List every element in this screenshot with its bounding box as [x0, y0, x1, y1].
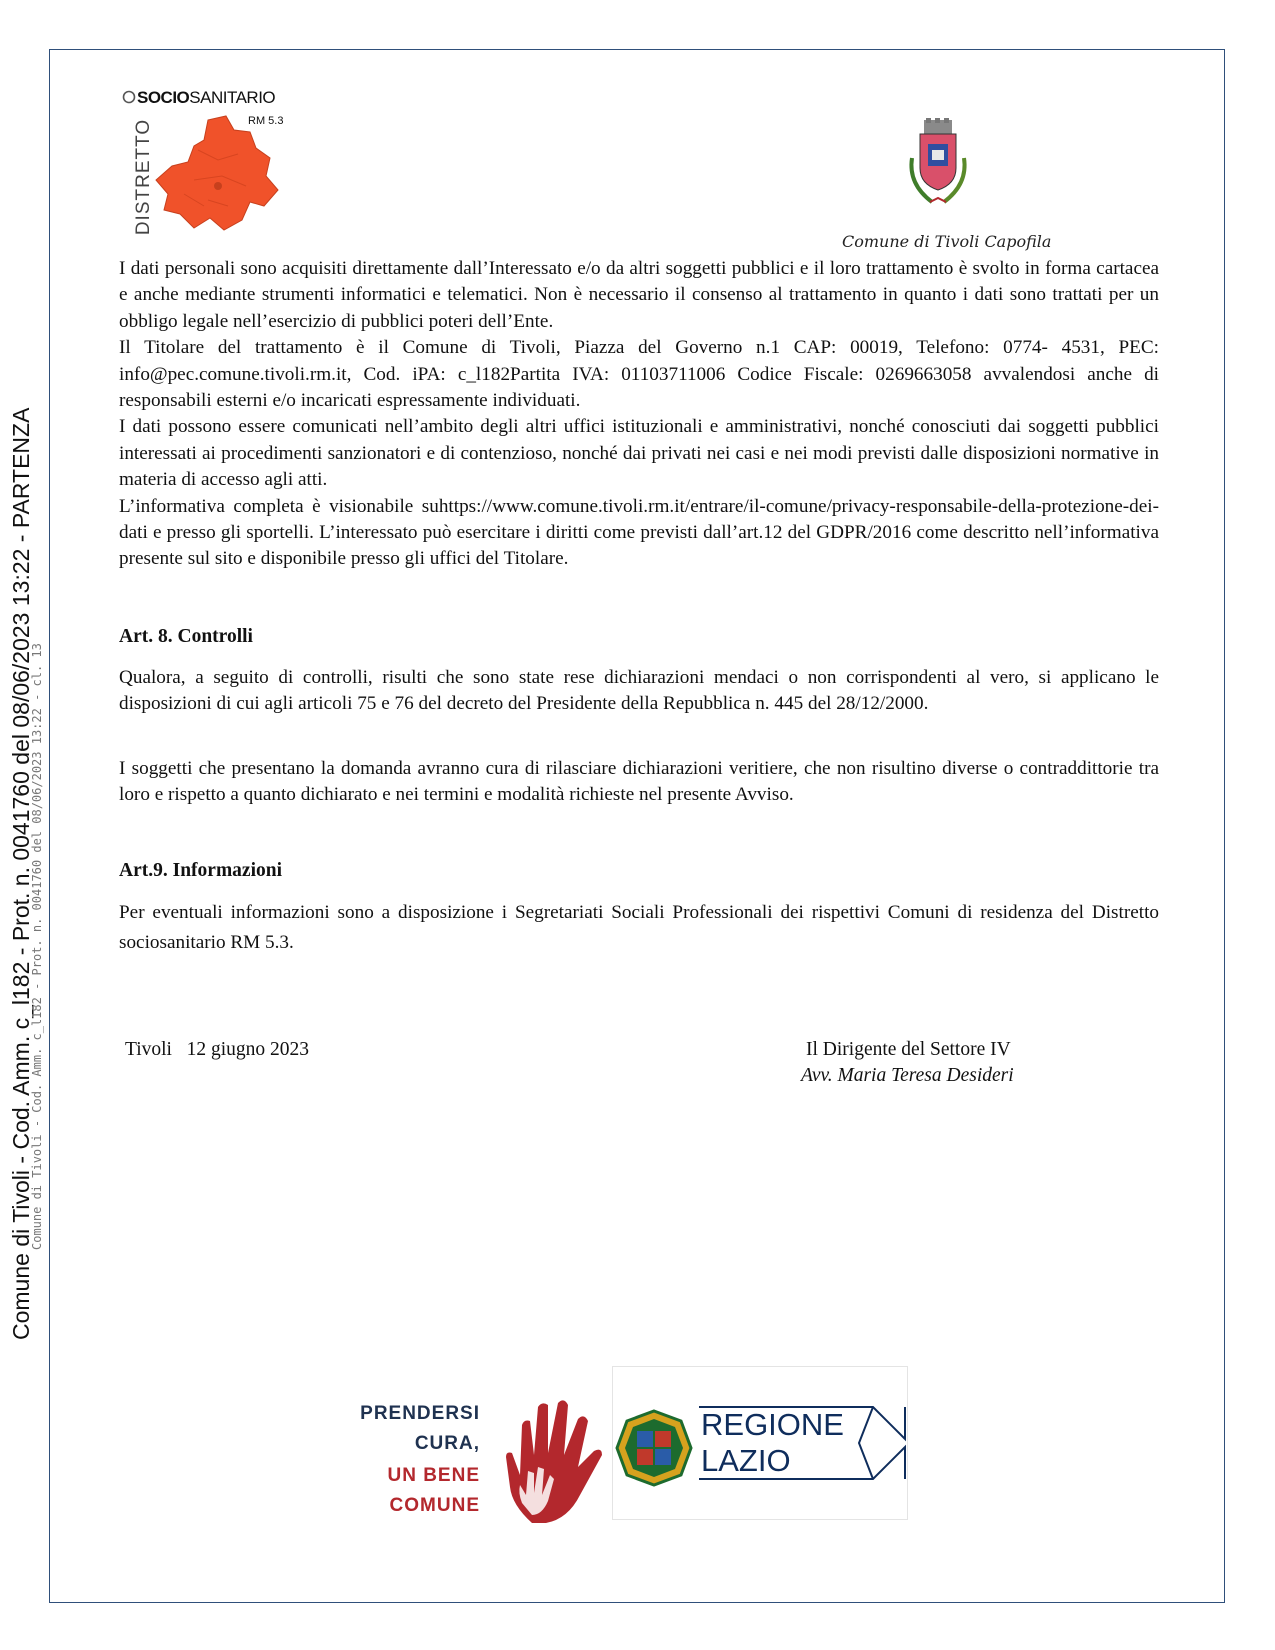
cura-line: COMUNE — [389, 1495, 480, 1516]
district-logo — [118, 88, 288, 236]
art8-heading: Art. 8. Controlli — [119, 626, 253, 647]
signer-name: Avv. Maria Teresa Desideri — [801, 1065, 1014, 1086]
logo-ring-icon — [122, 90, 136, 104]
lazio-word: REGIONE — [701, 1407, 844, 1442]
art9-heading: Art.9. Informazioni — [119, 860, 283, 881]
cura-line: CURA, — [414, 1433, 480, 1454]
district-logo-vertical: DISTRETTO — [133, 118, 155, 236]
art8-paragraph-1: Qualora, a seguito di controlli, risulti che sono state rese dichiarazioni mendaci o non corrispondenti al vero, si applicano le disposizioni di cui agli articoli 75 e 76 del decreto del Presidente della Repubblica n. 445 del 28/12/2000. — [119, 667, 1159, 715]
red-hand-icon — [502, 1395, 610, 1525]
art8-paragraph-2: I soggetti che presentano la domanda avranno cura di rilasciare dichiarazioni veritiere, che non risultino diverse o contraddittorie tra loro e rispetto a quanto dichiarato e nei termini e modalità richieste nel presente Avviso. — [119, 758, 1159, 806]
crest-caption: Comune di Tivoli Capofila — [842, 232, 1052, 251]
lazio-crest-icon — [615, 1409, 693, 1487]
prendersi-cura-logo — [360, 1395, 610, 1525]
tivoli-coat-of-arms-icon — [902, 118, 974, 210]
district-map-icon — [138, 110, 288, 235]
cura-line: UN BENE — [387, 1465, 480, 1486]
place-date: Tivoli 12 giugno 2023 — [125, 1039, 310, 1060]
lazio-word: LAZIO — [701, 1443, 791, 1478]
regione-lazio-logo — [612, 1366, 908, 1520]
privacy-section — [119, 256, 1159, 573]
art9-paragraph: Per eventuali informazioni sono a disposizione i Segretariati Sociali Professionali dei rispettivi Comuni di residenza del Distretto sociosanitario RM 5.3. — [119, 902, 1159, 953]
privacy-paragraph: I dati possono essere comunicati nell’ambito degli altri uffici istituzionali e amministrativi, nonché conosciuti dai soggetti pubblici interessati ai procedimenti sanzionatori e di contenzioso, nonché dai privati nei casi e nei modi previsti dalle disposizioni normative in materia di accesso agli atti. — [119, 416, 1159, 491]
protocol-stamp-faint: Comune di Tivoli - Cod. Amm. c_l182 - Prot. n. 0041760 del 08/06/2023 13:22 - cl. 13 — [30, 643, 44, 1250]
district-logo-sub: RM 5.3 — [248, 115, 284, 127]
cura-line: PRENDERSI — [360, 1403, 480, 1424]
district-logo-title: SOCIOSANITARIO — [122, 88, 275, 108]
signer-role: Il Dirigente del Settore IV — [806, 1039, 1011, 1060]
privacy-paragraph: I dati personali sono acquisiti direttamente dall’Interessato e/o da altri soggetti pubblici e il loro trattamento è svolto in forma cartacea e anche mediante strumenti informatici e telematici. Non è necessario il consenso al trattamento in quanto i dati sono trattati per un obbligo legale nell’esercizio di pubblici poteri dell’Ente. — [119, 258, 1159, 332]
privacy-paragraph: L’informativa completa è visionabile suhttps://www.comune.tivoli.rm.it/entrare/il-comune/privacy-responsabile-della-protezione-dei-dati e presso gli sportelli. L’interessato può esercitare i diritti come previsti dall’art.12 del GDPR/2016 come descritto nell’informativa presente sul sito e disponibile presso gli uffici del Titolare. — [119, 495, 1159, 570]
protocol-stamp: Comune di Tivoli - Cod. Amm. c_l182 - Prot. n. 0041760 del 08/06/2023 13:22 - PARTENZA — [8, 407, 34, 1340]
privacy-paragraph: Il Titolare del trattamento è il Comune di Tivoli, Piazza del Governo n.1 CAP: 00019, Telefono: 0774- 4531, PEC: info@pec.comune.tivoli.rm.it, Cod. iPA: c_l182Partita IVA: 01103711006 Codice Fiscale: 0269663058 avvalendosi anche di responsabili esterni e/o incaricati espressamente individuati. — [119, 337, 1159, 412]
